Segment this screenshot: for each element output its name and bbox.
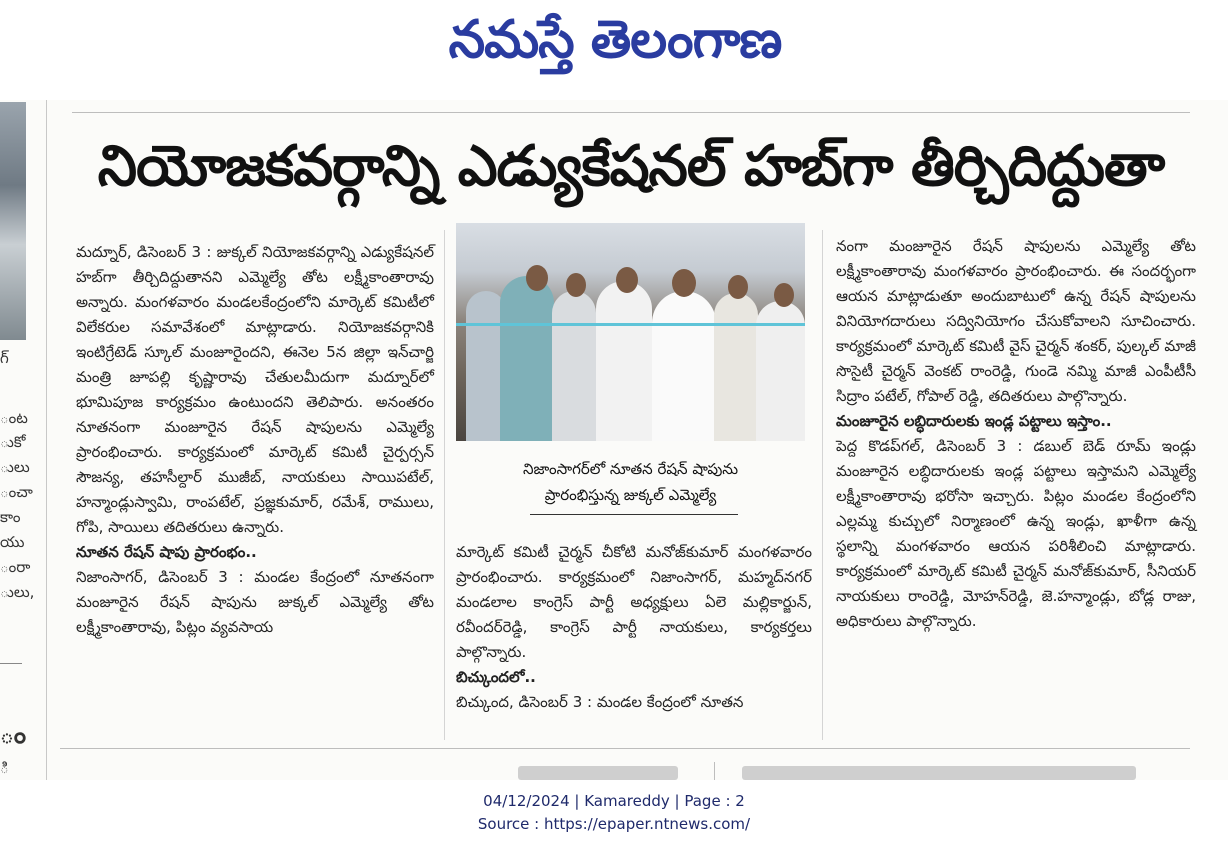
headline-rule [72,112,1190,113]
article-paragraph: బిచ్కుంద, డిసెంబర్ 3 : మండల కేంద్రంలో నూతన [456,693,744,711]
photo-caption [456,456,805,508]
adjacent-photo [0,102,26,340]
newspaper-logo: నమస్తే తెలంగాణ [448,10,782,70]
article-headline: నియోజకవర్గాన్ని ఎడ్యుకేషనల్ హబ్‌గా తీర్చిదిద్దుతా [97,134,1165,199]
column-divider [46,100,47,780]
masthead [0,0,1228,80]
article-paragraph: నంగా మంజూరైన రేషన్ షాపులను ఎమ్మెల్యే తోట లక్ష్మీకాంతారావు మంగళవారం ప్రారంభించారు. ఈ సందర్భంగా ఆయన మాట్లాడుతూ అందుబాటులో ఉన్న రేషన్ షాపులను వినియోగదారులు సద్వినియోగం చేసుకోవాలని సూచించారు. కార్యక్రమంలో మార్కెట్ కమిటీ వైస్ చైర్మన్ శంకర్, పుల్కల్ మాజీ సొసైటీ చైర్మన్ వెంకట్ రాంరెడ్డి, గుండె నమ్మి మాజీ ఎంపీటీసీ సిద్రాం పటేల్, గోపాల్ రెడ్డి, తదితరులు పాల్గొన్నారు. [836,237,1196,405]
newspaper-clipping [0,100,1228,780]
photo-caption-line: నిజాంసాగర్‌లో నూతన రేషన్ షాపును [522,460,739,478]
page-footer [0,790,1228,836]
article-subheading: బిచ్కుందలో.. [456,668,536,686]
adjacent-text-fragment: ంచా [0,483,33,501]
adjacent-text-fragment: గ్ [0,349,9,367]
article-paragraph: మార్కెట్ కమిటీ చైర్మన్ చీకోటి మనోజ్‌కుమార్ మంగళవారం ప్రారంభించారు. కార్యక్రమంలో నిజాంసాగర్, మహ్మద్‌నగర్ మండలాల కాంగ్రెస్ పార్టీ అధ్యక్షులు ఏలె మల్లికార్జున్, రవీందర్‌రెడ్డి, కాంగ్రెస్ పార్టీ నాయకులు, కార్యకర్తలు పాల్గొన్నారు. [456,543,812,661]
adjacent-text-fragment: యు [0,533,25,551]
adjacent-text-fragment: ులు, [0,583,35,601]
article-bottom-rule [60,748,1190,749]
column-divider [714,762,715,780]
article-photo [456,223,805,441]
adjacent-text-fragment: ంట [0,409,28,427]
article-paragraph: మద్నూర్, డిసెంబర్ 3 : జుక్కల్ నియోజకవర్గాన్ని ఎడ్యుకేషనల్ హబ్‌గా తీర్చిదిద్దుతానని ఎమ్మెల్యే తోట లక్ష్మీకాంతారావు అన్నారు. మంగళవారం మండలకేంద్రంలోని మార్కెట్ కమిటీలో విలేకరుల సమావేశంలో మాట్లాడారు. నియోజకవర్గానికి ఇంటిగ్రేటెడ్ స్కూల్ మంజూరైందని, ఈనెల 5న జిల్లా ఇన్‌చార్జి మంత్రి జూపల్లి కృష్ణారావు చేతులమీదుగా మద్నూర్‌లో భూమిపూజ కార్యక్రమం ఉంటుందని తెలిపారు. అనంతరం నూతనంగా మంజూరైన రేషన్ షాపులను ఎమ్మెల్యే ప్రారంభించారు. కార్యక్రమంలో మార్కెట్ కమిటీ చైర్పర్సన్ సౌజన్య, తహసీల్దార్ ముజీబ్, నాయకులు సాయిపటేల్, హన్మాండ్లుస్వామి, రాంపటేల్, ప్రజ్ఞకుమార్, రమేశ్, రాములు, గోపి, సాయిలు తదితరులు ఉన్నారు. [76,243,434,536]
column-divider [822,230,823,740]
adjacent-text-fragment: ులు [0,458,30,476]
next-headline-fragment [742,766,1136,780]
adjacent-heading-fragment: ం [0,721,27,749]
photo-caption-line: ప్రారంభిస్తున్న జుక్కల్ ఎమ్మెల్యే [544,486,717,504]
next-headline-fragment [518,766,678,780]
footer-edition-info: 04/12/2024 | Kamareddy | Page : 2 [483,792,745,810]
column-divider [444,230,445,740]
adjacent-text-fragment: ి [0,759,9,777]
caption-underline [530,514,738,515]
adjacent-text-fragment: కాం [0,508,21,526]
adjacent-divider [0,663,22,664]
footer-source: Source : https://epaper.ntnews.com/ [477,815,751,833]
adjacent-article-strip [0,100,46,780]
article-column-2 [456,540,812,740]
article-subheading: నూతన రేషన్ షాపు ప్రారంభం.. [76,543,257,561]
article-column-1 [76,240,434,740]
article-paragraph: పెద్ద కొడప్‌గల్, డిసెంబర్ 3 : డబుల్ బెడ్ రూమ్ ఇండ్లు మంజూరైన లబ్ధిదారులకు ఇండ్ల పట్టాలు ఇస్తామని ఎమ్మెల్యే లక్ష్మీకాంతారావు భరోసా ఇచ్చారు. పిట్లం మండల కేంద్రంలోని ఎల్లమ్మ కుచ్చులో నిర్మాణంలో ఉన్న ఇండ్లు, ఖాళీగా ఉన్న స్థలాన్ని మంగళవారం ఆయన పరిశీలించి మాట్లాడారు. కార్యక్రమంలో మార్కెట్ కమిటీ చైర్మన్ మనోజ్‌కుమార్, సీనియర్ నాయకులు రాంరెడ్డి, మోహన్‌రెడ్డి, జె.హన్మాండ్లు, బోడ్ల రాజు, అధికారులు పాల్గొన్నారు. [836,437,1196,630]
adjacent-text-fragment: ంరా [0,558,31,576]
adjacent-text-fragment: ుకో [0,433,26,451]
article-subheading: మంజూరైన లబ్ధిదారులకు ఇండ్ల పట్టాలు ఇస్తాం.. [836,412,1112,430]
article-column-3 [836,234,1196,740]
article-paragraph: నిజాంసాగర్, డిసెంబర్ 3 : మండల కేంద్రంలో నూతనంగా మంజూరైన రేషన్ షాపును జుక్కల్ ఎమ్మెల్యే తోట లక్ష్మీకాంతారావు, పిట్లం వ్యవసాయ [76,568,434,636]
